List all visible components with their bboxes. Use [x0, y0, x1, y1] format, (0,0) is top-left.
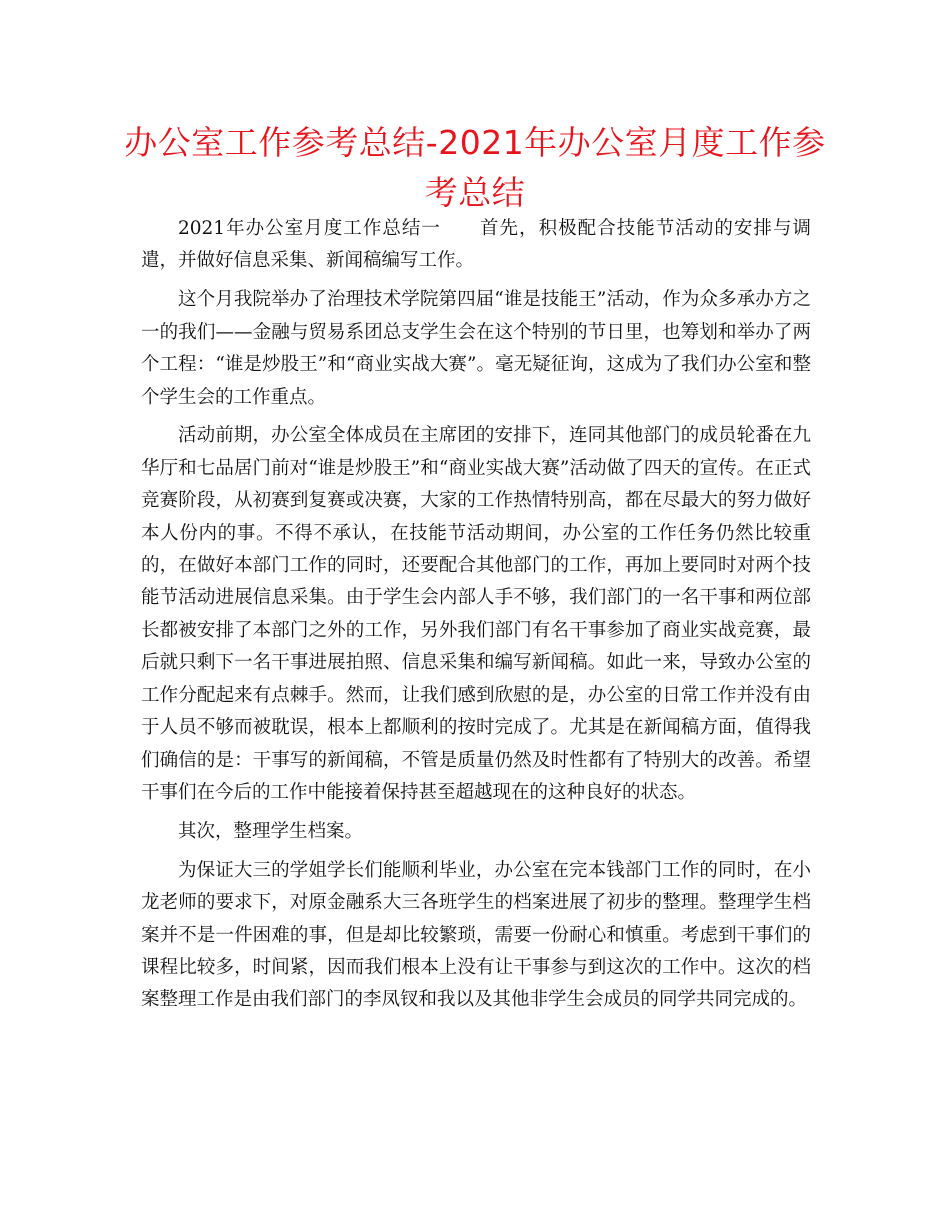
document-body	[141, 213, 811, 1023]
intro-text: 首先，积极配合技能节活动的安排与调遣，并做好信息采集、新闻稿编写工作。	[141, 218, 811, 272]
body-paragraph: 这个月我院举办了治理技术学院第四届“谁是技能王”活动，作为众多承办方之一的我们——金融与贸易系团总支学生会在这个特别的节日里，也筹划和举办了两个工程：“谁是炒股王”和“商业实战大赛”。毫无疑征询，这成为了我们办公室和整个学生会的工作重点。	[141, 289, 811, 408]
body-paragraph: 其次，整理学生档案。	[178, 820, 364, 842]
intro-paragraph	[141, 213, 811, 278]
document-title: 办公室工作参考总结-2021年办公室月度工作参考总结	[124, 123, 826, 212]
body-paragraph: 活动前期，办公室全体成员在主席团的安排下，连同其他部门的成员轮番在九华厅和七品居门前对“谁是炒股王”和“商业实战大赛”活动做了四天的宣传。在正式竞赛阶段，从初赛到复赛或决赛，大家的工作热情特别高，都在尽最大的努力做好本人份内的事。不得不承认，在技能节活动期间，办公室的工作任务仍然比较重的，在做好本部门工作的同时，还要配合其他部门的工作，再加上要同时对两个技能节活动进展信息采集。由于学生会内部人手不够，我们部门的一名干事和两位部长都被安排了本部门之外的工作，另外我们部门有名干事参加了商业实战竞赛，最后就只剩下一名干事进展拍照、信息采集和编写新闻稿。如此一来，导致办公室的工作分配起来有点棘手。然而，让我们感到欣慰的是，办公室的日常工作并没有由于人员不够而被耽误，根本上都顺利的按时完成了。尤其是在新闻稿方面，值得我们确信的是：干事写的新闻稿，不管是质量仍然及时性都有了特别大的改善。希望干事们在今后的工作中能接着保持甚至超越现在的这种良好的状态。	[141, 425, 811, 803]
intro-heading: 2021年办公室月度工作总结一	[178, 218, 441, 239]
body-paragraph: 为保证大三的学姐学长们能顺利毕业，办公室在完本钱部门工作的同时，在小龙老师的要求下，对原金融系大三各班学生的档案进展了初步的整理。整理学生档案并不是一件困难的事，但是却比较繁琐，需要一份耐心和慎重。考虑到干事们的课程比较多，时间紧，因而我们根本上没有让干事参与到这次的工作中。这次的档案整理工作是由我们部门的李凤钗和我以及其他非学生会成员的同学共同完成的。	[141, 859, 811, 1011]
